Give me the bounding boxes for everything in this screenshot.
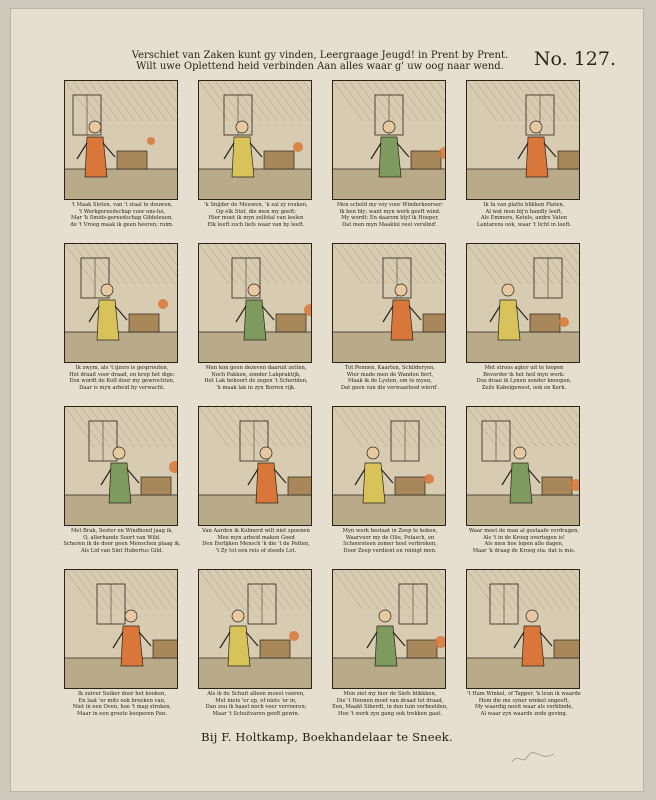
caption-line: Als Lid van Sint Hubertus Gild. xyxy=(81,547,163,554)
caption-line: Het draait voor draad, en krop het dige: xyxy=(69,371,175,378)
caption-line: Door Zeep verdient en reinigt men. xyxy=(343,547,437,554)
caption-line: My waardig nooit waar als verblinde, xyxy=(474,704,574,711)
mason-icon xyxy=(332,406,446,526)
caption-line: Al wat men bij'n handly leeft, xyxy=(485,208,563,215)
panel-caption xyxy=(192,365,320,391)
caption-line: 't Ham Winkel, of Tapper, 'k leun ik waarde xyxy=(467,691,581,697)
panel-caption xyxy=(326,691,454,717)
panel-caption xyxy=(326,365,454,391)
caption-line: Den Eerlijken Mensch 'k die 't de Potten, xyxy=(202,541,310,548)
caption-line: My wordt: En daarom blyf ik Hoeper, xyxy=(341,215,439,222)
caption-line: Dus draai ik Lynen zonder knoopen, xyxy=(476,378,572,385)
caption-line: Die 't Hennen moet van draad tot draad, xyxy=(336,697,444,704)
panel-caption xyxy=(326,202,454,228)
street-icon xyxy=(198,243,312,363)
caption-line: Al waar zyn waarde zede geving. xyxy=(480,710,568,717)
panel xyxy=(192,406,326,569)
print-sheet xyxy=(10,8,644,792)
panel-caption xyxy=(58,528,186,554)
caption-line: Schoorsteen zomer heel verbroken, xyxy=(343,541,437,548)
caption-line: Lantarens ook, waar 't licht in leeft. xyxy=(476,221,572,228)
publisher-line: Bij F. Holtkamp, Boekhandelaar te Sneek. xyxy=(201,730,453,744)
panel xyxy=(326,80,460,243)
caption-line: Met stroos agter uit te loopen xyxy=(484,365,564,371)
panel xyxy=(192,243,326,406)
caption-line: Als Emmers, Ketels, andre Vaten xyxy=(480,215,568,222)
panel-caption xyxy=(58,691,186,717)
caption-line: Daar is myn arbeid by verwacht. xyxy=(79,384,165,391)
caption-line: Als 't in de Kroeg overtogen is! xyxy=(483,534,565,541)
caption-line: Hem die me syner winkel ongeeft, xyxy=(478,697,570,704)
caption-line: 'k Snijder de Mouwen, 'k zal zy rouken, xyxy=(204,202,308,208)
title-line-1: Verschiet van Zaken kunt gy vinden, Leergraage Jeugd! in Prent by Prent. xyxy=(131,50,509,61)
caption-line: Mar 'k Smids-gereedschap Gildeleuen, xyxy=(71,215,173,222)
caption-line: Waar moet de man al gestaafe verdragen, xyxy=(468,528,580,534)
caption-line: Op elk Stof, die men my geeft; xyxy=(216,208,296,215)
sheet-header xyxy=(10,8,644,80)
caption-line: Tot Pennen, Kaarten, Schilderyen, xyxy=(345,365,435,371)
caption-line: 't Maak Sloten, van 't staal te douwen, xyxy=(71,202,173,208)
caption-line: Niet in een Oven, hoe 't mag stroken, xyxy=(72,704,172,711)
caption-line: Als men hoe lopen alle dagen, xyxy=(484,541,564,548)
title-line-2: Wilt uwe Oplettend heid verbinden Aan alles waar g' uw oog naar wend. xyxy=(136,61,504,72)
sheet-number: No. 127. xyxy=(533,48,616,70)
caption-line: Mee myn arbeid maken Goed xyxy=(217,534,295,541)
caption-line: 'k maak lak in zyn Borren rijk. xyxy=(216,384,296,391)
panel-caption xyxy=(192,691,320,717)
panel-caption xyxy=(460,202,588,228)
caption-line: Noch Pakken, zonder Lakpraktijk, xyxy=(211,371,301,378)
tanner-icon xyxy=(64,569,178,689)
panel-caption xyxy=(326,528,454,554)
tailor-icon xyxy=(198,80,312,200)
caption-line: Het Lak behoort de zegen 't Scheriden, xyxy=(204,378,308,385)
caption-line: Ik zwym, als 't ijzers is gesprouten, xyxy=(75,365,169,371)
cooper-icon xyxy=(64,243,178,363)
caption-line: O, allerhande Soort van Wild. xyxy=(83,534,161,541)
caption-line: 't Werkgereedschap voor ons-lui, xyxy=(78,208,166,215)
caption-line: 't Zy tot een reis of steeds Lot. xyxy=(215,547,297,554)
caption-line: Zeils Kabelgewest, ook en Kerk. xyxy=(481,384,567,391)
panel-caption xyxy=(460,365,588,391)
house-icon xyxy=(466,406,580,526)
panel xyxy=(58,80,192,243)
caption-line: Hier moet ik myn zelfstal van leelen xyxy=(208,215,304,222)
panel-caption xyxy=(58,365,186,391)
panel xyxy=(58,243,192,406)
panel xyxy=(326,243,460,406)
caption-line: Ik zuiver Suiker door het kooken, xyxy=(77,691,167,697)
caption-line: Als ik de Schuit alleen moest voeren, xyxy=(207,691,305,697)
caption-line: Dat geen van die verwaarlosd wierd'. xyxy=(340,384,440,391)
caption-line: Maar 'k draag de Kroeg sta: dat is mis. xyxy=(472,547,576,554)
tinsmith-icon xyxy=(466,80,580,200)
harbour-icon xyxy=(198,569,312,689)
hunter-icon xyxy=(64,406,178,526)
caption-line: Waarvoor my de Olie, Potasch, en xyxy=(345,534,435,541)
caption-line: Wier made men de Wanden fiert, xyxy=(346,371,434,378)
caption-line: Men ziet my hier de Siefs blikkken, xyxy=(343,691,437,697)
caption-line: Ik ben bly; want myn werk geeft wind. xyxy=(339,208,441,215)
panel xyxy=(58,569,192,732)
shop-icon xyxy=(466,569,580,689)
caption-line: Hoe 't werk zyn gang ook trekken gaat. xyxy=(338,710,442,717)
panel xyxy=(326,569,460,732)
caption-line: Maar in een groote kooperen Pan. xyxy=(77,710,167,717)
caption-line: Myn werk bestaat in Zeep te koken, xyxy=(342,528,438,534)
caption-line: Elk leeft zoch liefs waar van hy leeft. xyxy=(207,221,305,228)
sawyer-icon xyxy=(466,243,580,363)
caption-line: Men scheld my voy voor Winderkoorser: xyxy=(336,202,444,208)
caption-line: Maar 't Schuitvaren geeft gewin. xyxy=(212,710,300,717)
caption-line: Dan zou ik haast noch veer verroeren; xyxy=(205,704,307,711)
weaver-icon xyxy=(332,243,446,363)
panel xyxy=(192,80,326,243)
panel-caption xyxy=(192,202,320,228)
panel xyxy=(192,569,326,732)
panel-caption xyxy=(58,202,186,228)
panel xyxy=(58,406,192,569)
caption-line: Ik fa van platte blikken Platen, xyxy=(483,202,565,208)
caption-line: Met niets 'er op, of niets 'er in, xyxy=(215,697,297,704)
caption-line: Van Aarden ik Kolmerd wilt niet spoenen xyxy=(202,528,310,534)
caption-line: Scheren ik de door geen Menschen plaag ik, xyxy=(63,541,181,548)
panel xyxy=(460,243,594,406)
panel-caption xyxy=(460,691,588,717)
caption-line: de 't Vroeg maak ik geen heeren; ruim. xyxy=(70,221,174,228)
caption-line: Bevorder ik het heil myn werk: xyxy=(483,371,565,378)
caption-line: Maak ik de Lysten, om te myen, xyxy=(348,378,432,385)
caption-line: Dat men myn Maakloi veel verslind'. xyxy=(341,221,439,228)
caption-line: En laat 'er mits ook breeken van, xyxy=(78,697,166,704)
panel-caption xyxy=(192,528,320,554)
caption-line: Een wordt de Kolf door my gewrochten, xyxy=(69,378,175,385)
shoemaker-icon xyxy=(332,80,446,200)
pencil-signature-mark xyxy=(508,748,558,768)
panel xyxy=(460,80,594,243)
caption-line: Men kon geen dezeven daaruit zetten, xyxy=(205,365,307,371)
smith-icon xyxy=(64,80,178,200)
panel-caption xyxy=(460,528,588,554)
panel xyxy=(460,569,594,732)
caption-line: Een, Maakt Siberdt, in den tuin verbeelden, xyxy=(332,704,448,711)
sheet-title xyxy=(130,50,510,72)
panel xyxy=(326,406,460,569)
loom-icon xyxy=(332,569,446,689)
panel xyxy=(460,406,594,569)
baker-icon xyxy=(198,406,312,526)
caption-line: Met Brak, Sester en Windhond jaag ik, xyxy=(70,528,174,534)
